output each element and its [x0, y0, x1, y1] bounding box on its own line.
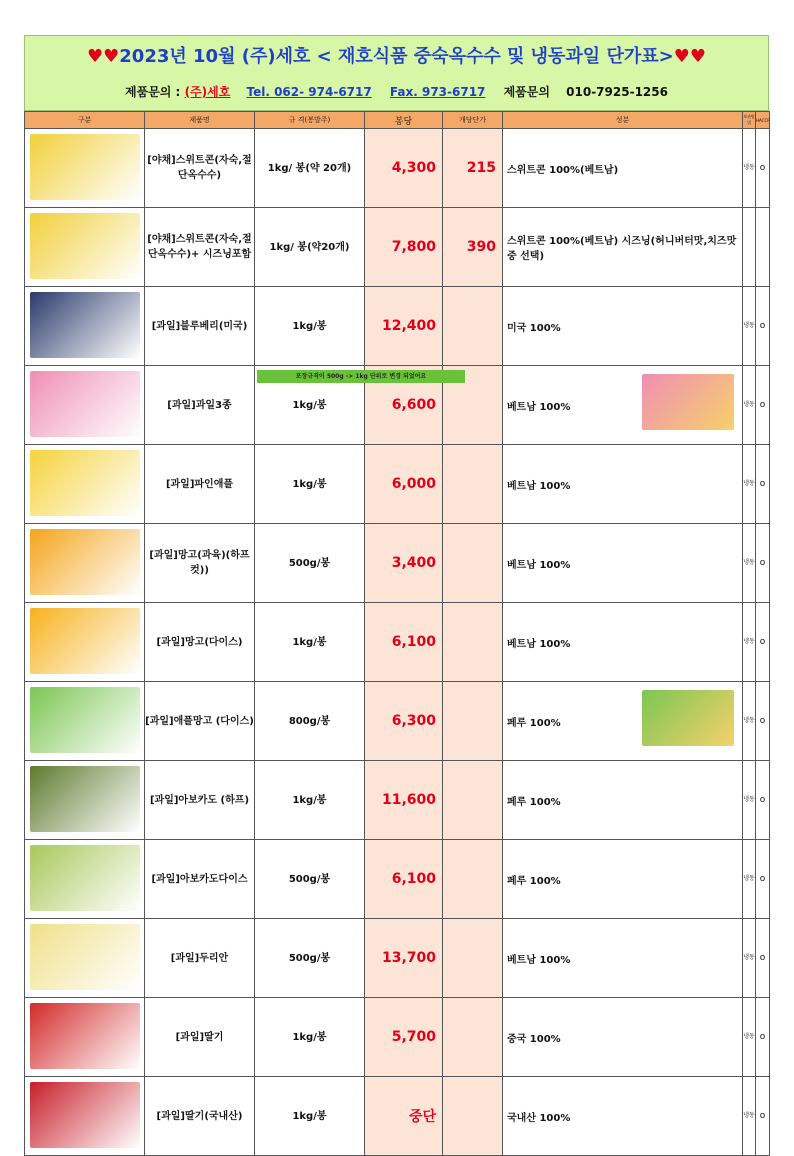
haccp-mark: o [756, 524, 770, 603]
product-side-photo [642, 690, 734, 746]
product-origin [503, 287, 743, 366]
table-row [25, 603, 770, 682]
product-name: [과일]파인애플 [145, 445, 255, 524]
origin-text: 중국 100% [507, 1033, 561, 1045]
product-photo [30, 134, 140, 200]
origin-text: 스위트콘 100%(베트남) 시즈닝(허니버터맛,치즈맛중 선택) [507, 236, 737, 262]
table-row [25, 524, 770, 603]
storage-method: 냉동 [743, 445, 756, 524]
storage-method: 냉동 [743, 682, 756, 761]
haccp-mark [756, 208, 770, 287]
product-name: [과일]딸기(국내산) [145, 1077, 255, 1156]
table-row [25, 761, 770, 840]
product-photo [30, 213, 140, 279]
packaging-change-note: 포장규격이 500g -> 1kg 단위로 변경 되었어요 [257, 370, 465, 383]
title-band [24, 35, 769, 111]
unit-price [443, 761, 503, 840]
col-origin: 성분 [503, 112, 743, 129]
product-origin [503, 366, 743, 445]
product-photo [30, 529, 140, 595]
product-origin [503, 919, 743, 998]
price-per-bag: 7,800 [365, 208, 443, 287]
fax-link[interactable]: Fax. 973-6717 [389, 85, 486, 99]
unit-price: 390 [443, 208, 503, 287]
product-origin [503, 761, 743, 840]
price-table [24, 111, 770, 1156]
product-name: [야채]스위트콘(자숙,절단옥수수)+ 시즈닝포함 [145, 208, 255, 287]
origin-text: 페루 100% [507, 717, 561, 729]
product-name: [과일]아보카도 (하프) [145, 761, 255, 840]
origin-text: 국내산 100% [507, 1112, 571, 1124]
page-title [25, 42, 768, 68]
brand-name: (주)세호 [184, 85, 231, 99]
storage-method: 냉동 [743, 840, 756, 919]
header-row [25, 112, 770, 129]
product-photo-cell [25, 919, 145, 998]
title-text: 2023년 10월 (주)세호 < 재호식품 중숙옥수수 및 냉동과일 단가표> [119, 46, 674, 67]
product-photo-cell [25, 129, 145, 208]
haccp-mark: o [756, 840, 770, 919]
haccp-mark: o [756, 919, 770, 998]
product-photo [30, 1082, 140, 1148]
haccp-mark: o [756, 445, 770, 524]
product-origin [503, 998, 743, 1077]
storage-method: 냉동 [743, 1077, 756, 1156]
price-per-bag: 3,400 [365, 524, 443, 603]
spec-text: 1kg/봉 [292, 399, 327, 411]
product-spec: 1kg/봉 [255, 287, 365, 366]
product-origin [503, 524, 743, 603]
product-photo [30, 292, 140, 358]
price-per-bag: 6,100 [365, 603, 443, 682]
origin-text: 스위트콘 100%(베트남) [507, 164, 619, 176]
product-name: [과일]아보카도다이스 [145, 840, 255, 919]
mobile-number: 010-7925-1256 [566, 85, 668, 99]
origin-text: 베트남 100% [507, 638, 571, 650]
product-photo [30, 687, 140, 753]
product-spec: 800g/봉 [255, 682, 365, 761]
col-unit-price: 개당단가 [443, 112, 503, 129]
product-photo-cell [25, 840, 145, 919]
product-photo-cell [25, 761, 145, 840]
unit-price [443, 287, 503, 366]
product-photo-cell [25, 287, 145, 366]
unit-price: 215 [443, 129, 503, 208]
product-spec: 1kg/ 봉(약20개) [255, 208, 365, 287]
hearts-left: ♥♥ [87, 46, 120, 67]
product-name: [과일]두리안 [145, 919, 255, 998]
product-spec: 500g/봉 [255, 524, 365, 603]
product-photo-cell [25, 445, 145, 524]
product-photo-cell [25, 524, 145, 603]
product-spec: 1kg/봉 [255, 998, 365, 1077]
table-row [25, 682, 770, 761]
product-photo-cell [25, 208, 145, 287]
product-name: [과일]과일3종 [145, 366, 255, 445]
product-origin [503, 1077, 743, 1156]
price-per-bag: 4,300 [365, 129, 443, 208]
product-name: [과일]애플망고 (다이스) [145, 682, 255, 761]
price-per-bag: 13,700 [365, 919, 443, 998]
tel-link[interactable]: Tel. 062- 974-6717 [246, 85, 372, 99]
unit-price [443, 682, 503, 761]
price-per-bag: 5,700 [365, 998, 443, 1077]
contact-line [25, 83, 768, 100]
storage-method: 냉동 [743, 761, 756, 840]
unit-price [443, 840, 503, 919]
origin-text: 베트남 100% [507, 401, 571, 413]
price-per-bag: 6,000 [365, 445, 443, 524]
product-name: [과일]딸기 [145, 998, 255, 1077]
col-storage: 보관방법 [743, 112, 756, 129]
product-origin [503, 603, 743, 682]
origin-text: 베트남 100% [507, 559, 571, 571]
contact-label: 제품문의 : [125, 85, 181, 99]
haccp-mark: o [756, 761, 770, 840]
product-spec: 1kg/봉 [255, 1077, 365, 1156]
product-photo [30, 924, 140, 990]
product-photo [30, 766, 140, 832]
hearts-right: ♥♥ [673, 46, 706, 67]
product-photo [30, 608, 140, 674]
product-photo [30, 371, 140, 437]
haccp-mark: o [756, 1077, 770, 1156]
product-spec: 1kg/봉 [255, 445, 365, 524]
price-per-bag: 12,400 [365, 287, 443, 366]
storage-method: 냉동 [743, 366, 756, 445]
origin-text: 베트남 100% [507, 954, 571, 966]
storage-method: 냉동 [743, 998, 756, 1077]
product-photo-cell [25, 366, 145, 445]
col-price: 봉당 [365, 112, 443, 129]
storage-method: 냉동 [743, 129, 756, 208]
col-haccp: HACCP [756, 112, 770, 129]
product-spec: 500g/봉 [255, 840, 365, 919]
product-name: [과일]망고(다이스) [145, 603, 255, 682]
unit-price [443, 1077, 503, 1156]
price-sheet [24, 35, 769, 1156]
product-origin [503, 208, 743, 287]
origin-text: 베트남 100% [507, 480, 571, 492]
table-row [25, 998, 770, 1077]
origin-text: 페루 100% [507, 875, 561, 887]
origin-text: 페루 100% [507, 796, 561, 808]
col-spec: 규 격(봉발주) [255, 112, 365, 129]
storage-method: 냉동 [743, 603, 756, 682]
table-row [25, 208, 770, 287]
product-photo-cell [25, 682, 145, 761]
product-origin [503, 129, 743, 208]
storage-method: 냉동 [743, 524, 756, 603]
storage-method: 냉동 [743, 919, 756, 998]
product-name: [과일]블루베리(미국) [145, 287, 255, 366]
product-spec: 500g/봉 [255, 919, 365, 998]
table-row [25, 366, 770, 445]
haccp-mark: o [756, 682, 770, 761]
unit-price [443, 998, 503, 1077]
unit-price [443, 524, 503, 603]
price-per-bag: 6,600 [365, 366, 443, 445]
product-photo [30, 1003, 140, 1069]
storage-method: 냉동 [743, 287, 756, 366]
product-photo [30, 845, 140, 911]
haccp-mark: o [756, 129, 770, 208]
product-photo-cell [25, 603, 145, 682]
unit-price [443, 603, 503, 682]
product-photo-cell [25, 1077, 145, 1156]
product-spec: 1kg/ 봉(약 20개) [255, 129, 365, 208]
haccp-mark: o [756, 998, 770, 1077]
product-origin [503, 682, 743, 761]
product-name: [야채]스위트콘(자숙,절단옥수수) [145, 129, 255, 208]
price-per-bag: 11,600 [365, 761, 443, 840]
unit-price [443, 445, 503, 524]
haccp-mark: o [756, 366, 770, 445]
table-row [25, 919, 770, 998]
table-row [25, 1077, 770, 1156]
contact-label-2: 제품문의 [503, 85, 550, 99]
product-side-photo [642, 374, 734, 430]
product-spec: 1kg/봉 [255, 603, 365, 682]
price-per-bag: 중단 [365, 1077, 443, 1156]
col-category: 구분 [25, 112, 145, 129]
price-per-bag: 6,100 [365, 840, 443, 919]
table-row [25, 445, 770, 524]
product-photo [30, 450, 140, 516]
storage-method [743, 208, 756, 287]
product-origin [503, 840, 743, 919]
product-spec: 1kg/봉 [255, 761, 365, 840]
table-row [25, 287, 770, 366]
origin-text: 미국 100% [507, 322, 561, 334]
unit-price [443, 919, 503, 998]
product-photo-cell [25, 998, 145, 1077]
haccp-mark: o [756, 603, 770, 682]
haccp-mark: o [756, 287, 770, 366]
product-origin [503, 445, 743, 524]
table-row [25, 840, 770, 919]
price-per-bag: 6,300 [365, 682, 443, 761]
table-row [25, 129, 770, 208]
col-name: 제품명 [145, 112, 255, 129]
product-name: [과일]망고(과육)(하프컷)) [145, 524, 255, 603]
